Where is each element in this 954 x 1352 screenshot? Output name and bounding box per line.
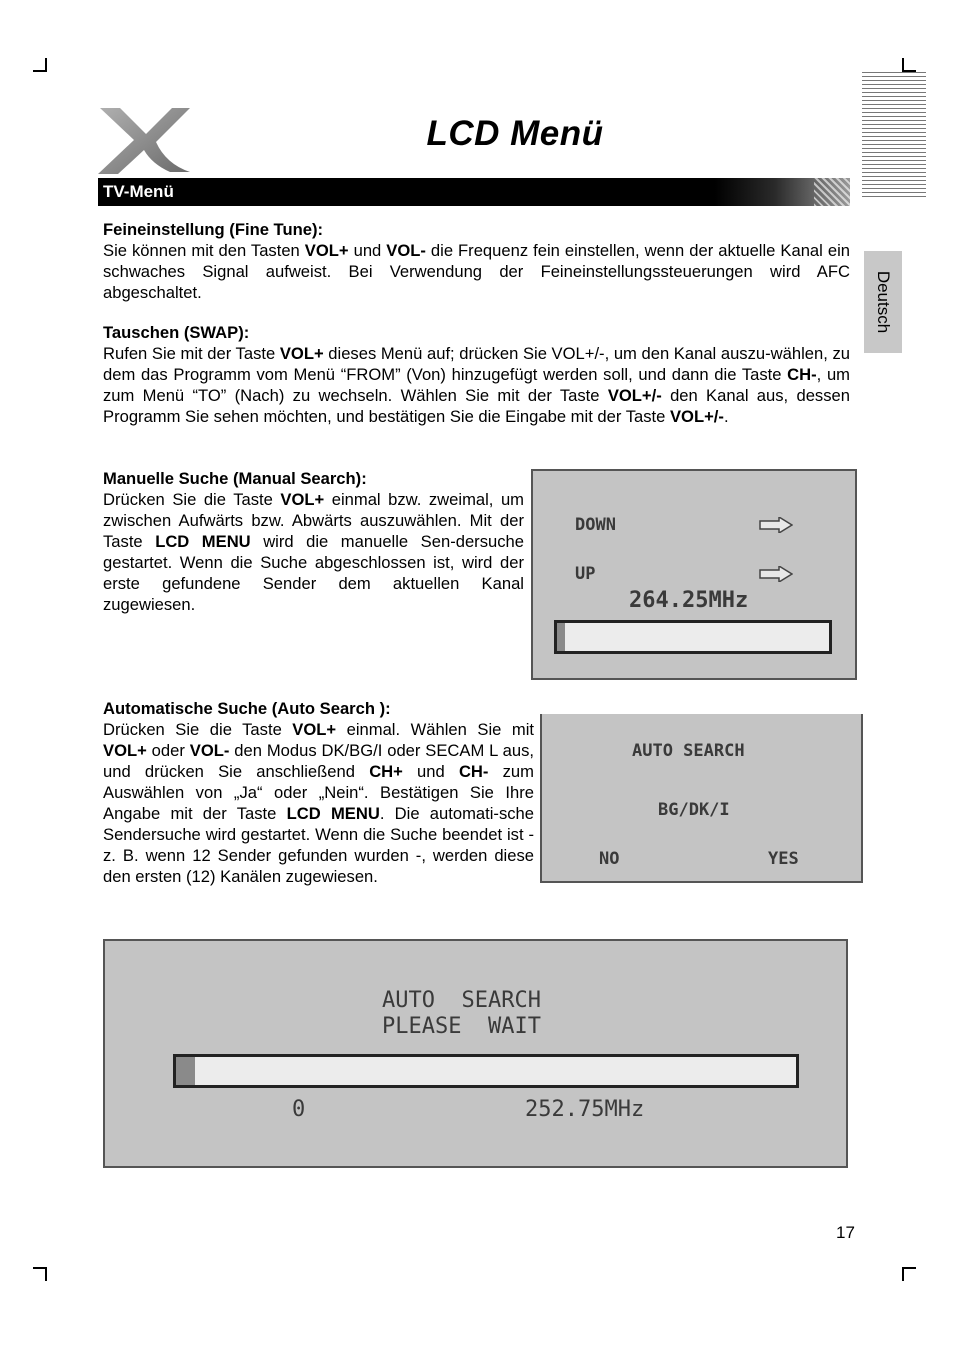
section-bar-label: TV-Menü	[103, 182, 174, 201]
fine-tune-text: Sie können mit den Tasten VOL+ und VOL- die Frequenz fein einstellen, wenn der aktuelle Kanal ein schwaches Signal aufweist. Bei Verwendung der Feineinstellungssteuerungen wird AFC abgeschaltet.	[103, 241, 850, 302]
brand-logo	[94, 104, 194, 176]
swap-heading: Tauschen (SWAP):	[103, 323, 250, 342]
down-option: DOWN	[575, 515, 616, 535]
no-option: NO	[599, 849, 620, 869]
swap-text: Rufen Sie mit der Taste VOL+ dieses Menü auf; drücken Sie VOL+/-, um den Kanal auszu-wählen, zu dem das Programm vom Menü “FROM” (Von) hinzugefügt werden soll, und dann die Taste CH-, um zum Menü “TO” (Nach) zu wechseln. Wählen Sie mit der Taste VOL+/- den Kanal aus, dessen Programm Sie sehen möchten, und bestätigen Sie die Eingabe mit der Taste VOL+/-.	[103, 344, 851, 426]
manual-search-heading: Manuelle Suche (Manual Search):	[103, 469, 367, 488]
wait-frequency-readout: 252.75MHz	[525, 1097, 645, 1122]
fine-tune-heading: Feineinstellung (Fine Tune):	[103, 220, 324, 239]
section-bar	[98, 178, 850, 206]
channel-count: 0	[292, 1097, 306, 1122]
manual-search-screen	[531, 469, 857, 680]
manual-search-section	[103, 468, 524, 615]
up-arrow-icon	[759, 566, 793, 582]
section-bar-pattern	[814, 178, 850, 206]
auto-search-text: Drücken Sie die Taste VOL+ einmal. Wählen Sie mit VOL+ oder VOL- den Modus DK/BG/I oder SECAM L aus, und drücken Sie anschließend CH+ und CH- zum Auswählen von „Ja“ oder „Nein“. Bestätigen Sie Ihre Angabe mit der Taste LCD MENU. Die automati-sche Sendersuche wird gestartet. Wenn die Suche beendet ist - z. B. wenn 12 Sender gefunden wurden -, werden diese den ersten (12) Kanälen zugewiesen.	[103, 720, 535, 886]
crop-mark-top-right	[902, 58, 916, 72]
language-tab-label: Deutsch	[874, 270, 893, 334]
fine-tune-section	[103, 219, 850, 303]
down-arrow-icon	[759, 517, 793, 533]
yes-option: YES	[768, 849, 799, 869]
auto-search-heading: Automatische Suche (Auto Search ):	[103, 699, 391, 718]
manual-search-progress	[554, 620, 832, 654]
decorative-stripes	[862, 72, 926, 198]
auto-search-wait-screen	[103, 939, 848, 1168]
language-tab	[864, 251, 902, 353]
manual-search-text: Drücken Sie die Taste VOL+ einmal bzw. zweimal, um zwischen Aufwärts bzw. Abwärts auszuwählen. Mit der Taste LCD MENU wird die manuelle Sen-dersuche gestartet. Wenn die Suche abgeschlossen ist, wird der erste gefundene Sender dem aktuellen Kanal zugewiesen.	[103, 490, 524, 614]
frequency-readout: 264.25MHz	[629, 588, 749, 613]
auto-search-section	[103, 698, 534, 887]
swap-section	[103, 322, 850, 427]
wait-screen-line1: AUTO SEARCH	[382, 988, 541, 1013]
page-title: LCD Menü	[426, 114, 604, 153]
auto-search-progress	[173, 1054, 799, 1088]
auto-search-progress-fill	[176, 1057, 195, 1085]
crop-mark-top-left	[33, 58, 47, 72]
wait-screen-line2: PLEASE WAIT	[382, 1014, 541, 1039]
auto-search-screen-title: AUTO SEARCH	[632, 741, 745, 761]
up-option: UP	[575, 564, 596, 584]
manual-search-progress-fill	[557, 623, 565, 651]
crop-mark-bottom-right	[902, 1267, 916, 1281]
auto-search-screen	[540, 714, 863, 883]
page-number: 17	[836, 1223, 855, 1242]
auto-search-mode: BG/DK/I	[658, 800, 730, 820]
crop-mark-bottom-left	[33, 1267, 47, 1281]
